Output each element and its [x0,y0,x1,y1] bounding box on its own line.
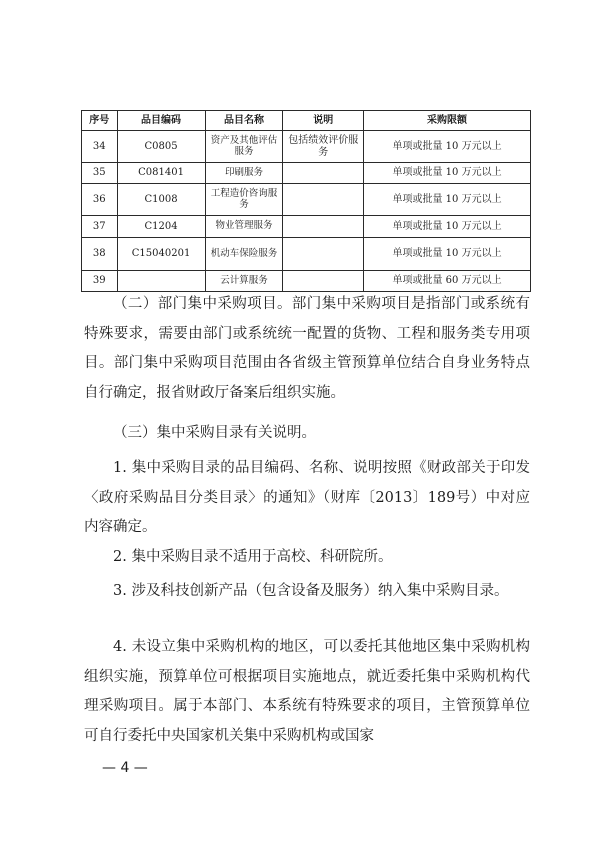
header-name: 品目名称 [205,111,283,131]
cell-limit: 单项或批量 10 万元以上 [364,184,531,216]
cell-limit: 单项或批量 10 万元以上 [364,238,531,271]
header-limit: 采购限额 [364,111,531,131]
procurement-catalog-table [81,110,531,292]
table-row [82,184,531,216]
table-row [82,238,531,271]
cell-seq: 39 [82,271,118,292]
cell-seq: 34 [82,131,118,163]
table-row [82,271,531,292]
cell-description [283,163,364,184]
cell-name: 印刷服务 [205,163,283,184]
cell-code: C081401 [117,163,205,184]
header-description: 说明 [283,111,364,131]
table-row [82,163,531,184]
cell-description [283,238,364,271]
header-code: 品目编码 [117,111,205,131]
cell-name: 物业管理服务 [205,216,283,238]
cell-name: 资产及其他评估服务 [205,131,283,163]
cell-name: 机动车保险服务 [205,238,283,271]
cell-description [283,184,364,216]
header-seq: 序号 [82,111,118,131]
paragraph-note-4: 4. 未设立集中采购机构的地区，可以委托其他地区集中采购机构组织实施，预算单位可根据项目实施地点，就近委托集中采购机构代理采购项目。属于本部门、本系统有特殊要求的项目，主管预算单位可自行委托中央国家机关集中采购机构或国家 [84,639,530,744]
cell-limit: 单项或批量 10 万元以上 [364,163,531,184]
cell-code [117,271,205,292]
paragraph-dept-centralized: （二）部门集中采购项目。部门集中采购项目是指部门或系统有特殊要求，需要由部门或系统统一配置的货物、工程和服务类专用项目。部门集中采购项目范围由各省级主管预算单位结合自身业务特点自行确定，报省财政厅备案后组织实施。 [84,296,530,401]
paragraph-note-2: 2. 集中采购目录不适用于高校、科研院所。 [113,549,393,565]
table-header-row [82,111,531,131]
cell-code: C0805 [117,131,205,163]
cell-description: 包括绩效评价服务 [283,131,364,163]
cell-code: C1204 [117,216,205,238]
cell-code: C1008 [117,184,205,216]
paragraph-catalog-notes-heading: （三）集中采购目录有关说明。 [113,425,316,441]
page-number: — 4 — [102,760,148,776]
cell-seq: 37 [82,216,118,238]
cell-limit: 单项或批量 60 万元以上 [364,271,531,292]
paragraph-note-1: 1. 集中采购目录的品目编码、名称、说明按照《财政部关于印发〈政府采购品目分类目录〉的通知》（财库〔2013〕189号）中对应内容确定。 [84,460,530,535]
cell-name: 云计算服务 [205,271,283,292]
cell-description [283,216,364,238]
cell-seq: 35 [82,163,118,184]
cell-seq: 36 [82,184,118,216]
cell-seq: 38 [82,238,118,271]
table-row [82,131,531,163]
table-row [82,216,531,238]
cell-name: 工程造价咨询服务 [205,184,283,216]
cell-limit: 单项或批量 10 万元以上 [364,216,531,238]
cell-code: C15040201 [117,238,205,271]
paragraph-note-3: 3. 涉及科技创新产品（包含设备及服务）纳入集中采购目录。 [113,583,509,599]
cell-limit: 单项或批量 10 万元以上 [364,131,531,163]
cell-description [283,271,364,292]
